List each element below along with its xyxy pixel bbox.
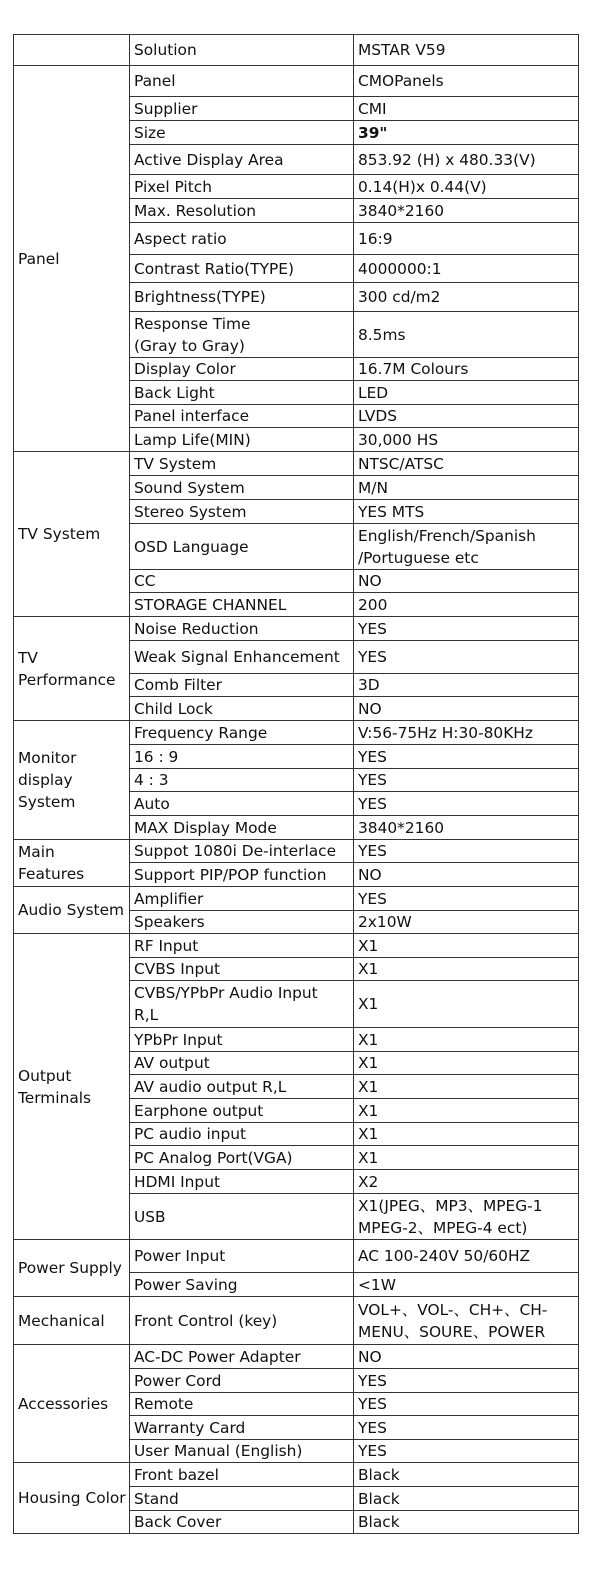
property-label: AC-DC Power Adapter	[134, 1347, 301, 1366]
property-label: Noise Reduction	[134, 619, 259, 638]
property-cell	[130, 1170, 354, 1194]
table-row	[14, 1463, 579, 1487]
property-label: Speakers	[134, 913, 205, 931]
category-label: Power Supply	[18, 1259, 122, 1277]
property-cell	[130, 476, 354, 500]
property-label: AV output	[134, 1054, 210, 1072]
value-cell	[354, 1123, 579, 1146]
property-cell	[130, 816, 354, 840]
property-value: X2	[358, 1172, 379, 1191]
value-cell	[354, 792, 579, 816]
value-cell	[354, 1393, 579, 1416]
property-value: <1W	[358, 1275, 396, 1294]
property-cell	[130, 1052, 354, 1075]
property-cell	[130, 1393, 354, 1416]
value-cell	[354, 381, 579, 405]
property-cell	[130, 911, 354, 934]
property-cell	[130, 1487, 354, 1511]
property-value: MSTAR V59	[358, 41, 446, 59]
property-value: X1	[358, 995, 379, 1013]
property-value: X1	[358, 1101, 379, 1120]
property-label: Suppot 1080i De-interlace	[134, 842, 337, 860]
value-cell	[354, 1240, 579, 1273]
value-cell	[354, 641, 579, 674]
value-cell	[354, 1075, 579, 1099]
property-cell	[130, 175, 354, 199]
property-value: AC 100-240V 50/60HZ	[358, 1247, 531, 1265]
property-cell	[130, 769, 354, 792]
property-label: PC audio input	[134, 1125, 247, 1143]
property-value: VOL+、VOL-、CH+、CH-	[358, 1300, 548, 1319]
property-value: 8.5ms	[358, 325, 406, 344]
property-label: Auto	[134, 794, 170, 813]
property-value: YES	[358, 771, 387, 789]
property-cell	[130, 1146, 354, 1170]
property-value: Black	[358, 1465, 400, 1484]
property-label: Panel interface	[134, 407, 250, 425]
property-label: Panel	[134, 72, 176, 90]
property-cell	[130, 1194, 354, 1240]
property-cell	[130, 863, 354, 887]
value-cell	[354, 199, 579, 223]
property-label: Contrast Ratio(TYPE)	[134, 259, 294, 278]
property-cell	[130, 1511, 354, 1534]
property-value: X1	[358, 1030, 379, 1049]
property-value: CMOPanels	[358, 72, 444, 90]
property-cell	[130, 145, 354, 175]
property-value: LVDS	[358, 407, 398, 425]
property-cell	[130, 223, 354, 255]
property-label: RF Input	[134, 936, 199, 955]
property-label: Power Saving	[134, 1275, 238, 1294]
property-cell	[130, 934, 354, 958]
value-cell	[354, 617, 579, 641]
category-cell	[14, 840, 130, 887]
property-cell	[130, 1369, 354, 1393]
property-cell	[130, 35, 354, 66]
value-cell	[354, 1463, 579, 1487]
property-label: (Gray to Gray)	[134, 336, 245, 355]
property-value: X1	[358, 1148, 379, 1167]
property-label: TV System	[134, 454, 217, 473]
property-cell	[130, 674, 354, 697]
property-value: NTSC/ATSC	[358, 454, 444, 473]
property-value: 3840*2160	[358, 818, 445, 837]
property-cell	[130, 745, 354, 769]
value-cell	[354, 223, 579, 255]
property-value: 300 cd/m2	[358, 288, 441, 306]
value-cell	[354, 674, 579, 697]
value-cell	[354, 1028, 579, 1052]
property-cell	[130, 958, 354, 981]
value-cell	[354, 35, 579, 66]
property-label: 4 : 3	[134, 771, 169, 789]
property-cell	[130, 66, 354, 97]
property-label: OSD Language	[134, 537, 249, 556]
table-row	[14, 1297, 579, 1345]
property-label: Power Input	[134, 1247, 226, 1265]
value-cell	[354, 1345, 579, 1369]
value-cell	[354, 312, 579, 358]
property-value: X1	[358, 960, 379, 978]
property-label: Back Cover	[134, 1513, 222, 1531]
property-label: Earphone output	[134, 1101, 264, 1120]
property-label: Sound System	[134, 478, 245, 497]
value-cell	[354, 255, 579, 283]
property-label: PC Analog Port(VGA)	[134, 1148, 293, 1167]
category-cell	[14, 452, 130, 617]
property-cell	[130, 697, 354, 721]
property-value: /Portuguese etc	[358, 548, 479, 567]
property-value: Black	[358, 1513, 400, 1531]
category-cell	[14, 617, 130, 721]
property-label: Power Cord	[134, 1371, 222, 1390]
property-value: LED	[358, 383, 389, 402]
value-cell	[354, 1416, 579, 1440]
property-label: HDMI Input	[134, 1172, 220, 1191]
category-cell	[14, 1240, 130, 1297]
property-cell	[130, 1463, 354, 1487]
value-cell	[354, 863, 579, 887]
category-label: TV System	[18, 525, 101, 543]
property-cell	[130, 452, 354, 476]
property-cell	[130, 1028, 354, 1052]
table-row	[14, 1345, 579, 1369]
value-cell	[354, 1369, 579, 1393]
property-value: X1(JPEG、MP3、MPEG-1	[358, 1196, 543, 1215]
property-label: Front bazel	[134, 1465, 219, 1484]
property-label: Solution	[134, 41, 197, 59]
property-cell	[130, 1240, 354, 1273]
value-cell	[354, 887, 579, 911]
property-cell	[130, 428, 354, 452]
value-cell	[354, 816, 579, 840]
value-cell	[354, 697, 579, 721]
table-row	[14, 840, 579, 863]
property-label: 16 : 9	[134, 747, 179, 766]
value-cell	[354, 1194, 579, 1240]
property-cell	[130, 617, 354, 641]
value-cell	[354, 121, 579, 145]
category-label: Output	[18, 1066, 72, 1085]
property-cell	[130, 1416, 354, 1440]
property-cell	[130, 121, 354, 145]
value-cell	[354, 1297, 579, 1345]
property-value: YES	[358, 1442, 387, 1460]
property-label: Response Time	[134, 314, 251, 333]
table-row	[14, 452, 579, 476]
value-cell	[354, 1146, 579, 1170]
category-cell	[14, 887, 130, 934]
category-label: Terminals	[18, 1088, 92, 1107]
table-row	[14, 35, 579, 66]
property-cell	[130, 981, 354, 1028]
category-cell	[14, 1345, 130, 1463]
category-cell	[14, 1297, 130, 1345]
value-cell	[354, 745, 579, 769]
property-label: CVBS/YPbPr Audio Input	[134, 984, 318, 1002]
property-value: English/French/Spanish	[358, 526, 536, 545]
property-value: YES	[358, 889, 387, 908]
value-cell	[354, 524, 579, 570]
value-cell	[354, 145, 579, 175]
property-value: YES	[358, 648, 387, 666]
property-label: Lamp Life(MIN)	[134, 430, 251, 449]
table-row	[14, 66, 579, 97]
property-value: YES	[358, 1395, 387, 1413]
property-value: YES MTS	[358, 502, 425, 521]
category-label: Mechanical	[18, 1311, 105, 1330]
value-cell	[354, 721, 579, 745]
value-cell	[354, 593, 579, 617]
property-label: Front Control (key)	[134, 1311, 278, 1330]
property-cell	[130, 312, 354, 358]
property-value: NO	[358, 1347, 382, 1366]
value-cell	[354, 358, 579, 381]
property-cell	[130, 840, 354, 863]
property-value: X1	[358, 1125, 379, 1143]
property-cell	[130, 524, 354, 570]
property-cell	[130, 1345, 354, 1369]
property-value: MPEG-2、MPEG-4 ect)	[358, 1218, 528, 1237]
property-value: 3D	[358, 676, 380, 694]
property-value: NO	[358, 865, 382, 884]
property-cell	[130, 255, 354, 283]
property-value: CMI	[358, 99, 387, 118]
property-value: 16.7M Colours	[358, 360, 469, 378]
property-cell	[130, 641, 354, 674]
property-label: CC	[134, 572, 156, 590]
table-row	[14, 887, 579, 911]
value-cell	[354, 769, 579, 792]
property-label: Supplier	[134, 99, 198, 118]
category-cell	[14, 1463, 130, 1534]
property-label: Display Color	[134, 360, 236, 378]
property-label: Support PIP/POP function	[134, 865, 327, 884]
property-cell	[130, 358, 354, 381]
property-cell	[130, 721, 354, 745]
property-value: YES	[358, 1371, 387, 1390]
property-value: 0.14(H)x 0.44(V)	[358, 177, 487, 196]
table-row	[14, 617, 579, 641]
category-label: TV	[18, 648, 38, 667]
value-cell	[354, 1052, 579, 1075]
table-row	[14, 934, 579, 958]
property-cell	[130, 1075, 354, 1099]
property-cell	[130, 887, 354, 911]
property-value: NO	[358, 699, 382, 718]
property-label: Brightness(TYPE)	[134, 288, 266, 306]
category-label: Monitor	[18, 749, 77, 767]
property-cell	[130, 570, 354, 593]
property-value: X1	[358, 936, 379, 955]
property-value: NO	[358, 572, 382, 590]
value-cell	[354, 1440, 579, 1463]
value-cell	[354, 428, 579, 452]
property-value: V:56-75Hz H:30-80KHz	[358, 723, 533, 742]
property-cell	[130, 381, 354, 405]
property-label: Stereo System	[134, 502, 247, 521]
property-value: 4000000:1	[358, 259, 442, 278]
value-cell	[354, 1099, 579, 1123]
value-cell	[354, 283, 579, 312]
category-cell	[14, 66, 130, 452]
property-value: 853.92 (H) x 480.33(V)	[358, 150, 536, 169]
property-label: Amplifier	[134, 889, 204, 908]
value-cell	[354, 405, 579, 428]
property-label: MAX Display Mode	[134, 818, 277, 837]
property-value: YES	[358, 619, 387, 638]
property-value: YES	[358, 1418, 387, 1437]
category-cell	[14, 35, 130, 66]
table-row	[14, 1240, 579, 1273]
property-label: R,L	[134, 1006, 159, 1024]
property-value: YES	[358, 794, 387, 813]
property-cell	[130, 593, 354, 617]
property-label: Active Display Area	[134, 150, 284, 169]
property-value: X1	[358, 1077, 379, 1096]
category-label: display	[18, 771, 73, 789]
value-cell	[354, 981, 579, 1028]
property-label: Size	[134, 123, 166, 142]
category-cell	[14, 934, 130, 1240]
property-value: Black	[358, 1489, 400, 1508]
table-row	[14, 721, 579, 745]
value-cell	[354, 1170, 579, 1194]
property-label: Stand	[134, 1489, 179, 1508]
property-cell	[130, 283, 354, 312]
property-value: 16:9	[358, 229, 393, 248]
property-value: X1	[358, 1054, 379, 1072]
property-value: YES	[358, 842, 387, 860]
property-label: YPbPr Input	[134, 1030, 223, 1049]
property-cell	[130, 97, 354, 121]
property-label: USB	[134, 1207, 166, 1226]
property-label: Warranty Card	[134, 1418, 246, 1437]
value-cell	[354, 1511, 579, 1534]
property-label: User Manual (English)	[134, 1442, 303, 1460]
property-value: 3840*2160	[358, 201, 445, 220]
value-cell	[354, 840, 579, 863]
value-cell	[354, 934, 579, 958]
value-cell	[354, 66, 579, 97]
property-cell	[130, 1099, 354, 1123]
property-value: 2x10W	[358, 913, 412, 931]
value-cell	[354, 97, 579, 121]
property-cell	[130, 1297, 354, 1345]
property-label: Weak Signal Enhancement	[134, 648, 340, 666]
property-label: Pixel Pitch	[134, 177, 212, 196]
value-cell	[354, 476, 579, 500]
category-label: Panel	[18, 249, 60, 268]
property-cell	[130, 1273, 354, 1297]
property-label: Frequency Range	[134, 723, 268, 742]
property-label: Child Lock	[134, 699, 213, 718]
property-cell	[130, 1123, 354, 1146]
property-cell	[130, 500, 354, 524]
property-value: 200	[358, 595, 388, 614]
category-label: Main	[18, 843, 55, 861]
value-cell	[354, 1487, 579, 1511]
category-label: Accessories	[18, 1394, 109, 1413]
value-cell	[354, 570, 579, 593]
value-cell	[354, 911, 579, 934]
property-label: Back Light	[134, 383, 215, 402]
property-label: CVBS Input	[134, 960, 221, 978]
category-label: Performance	[18, 670, 116, 689]
property-value: YES	[358, 747, 387, 766]
property-cell	[130, 792, 354, 816]
property-cell	[130, 405, 354, 428]
category-label: Housing Color	[18, 1489, 126, 1507]
property-label: STORAGE CHANNEL	[134, 595, 287, 614]
property-value: 39"	[358, 123, 388, 142]
property-label: AV audio output R,L	[134, 1077, 287, 1096]
category-label: System	[18, 793, 76, 811]
property-label: Max. Resolution	[134, 201, 257, 220]
property-value: MENU、SOURE、POWER	[358, 1322, 546, 1341]
property-cell	[130, 199, 354, 223]
spec-table	[13, 34, 579, 1534]
property-cell	[130, 1440, 354, 1463]
value-cell	[354, 500, 579, 524]
category-label: Audio System	[18, 901, 125, 919]
property-label: Aspect ratio	[134, 229, 227, 248]
property-value: 30,000 HS	[358, 430, 439, 449]
category-label: Features	[18, 865, 85, 883]
value-cell	[354, 1273, 579, 1297]
category-cell	[14, 721, 130, 840]
property-label: Comb Filter	[134, 676, 222, 694]
value-cell	[354, 958, 579, 981]
value-cell	[354, 175, 579, 199]
property-label: Remote	[134, 1395, 194, 1413]
spec-table-body	[14, 35, 579, 1534]
value-cell	[354, 452, 579, 476]
property-value: M/N	[358, 478, 388, 497]
